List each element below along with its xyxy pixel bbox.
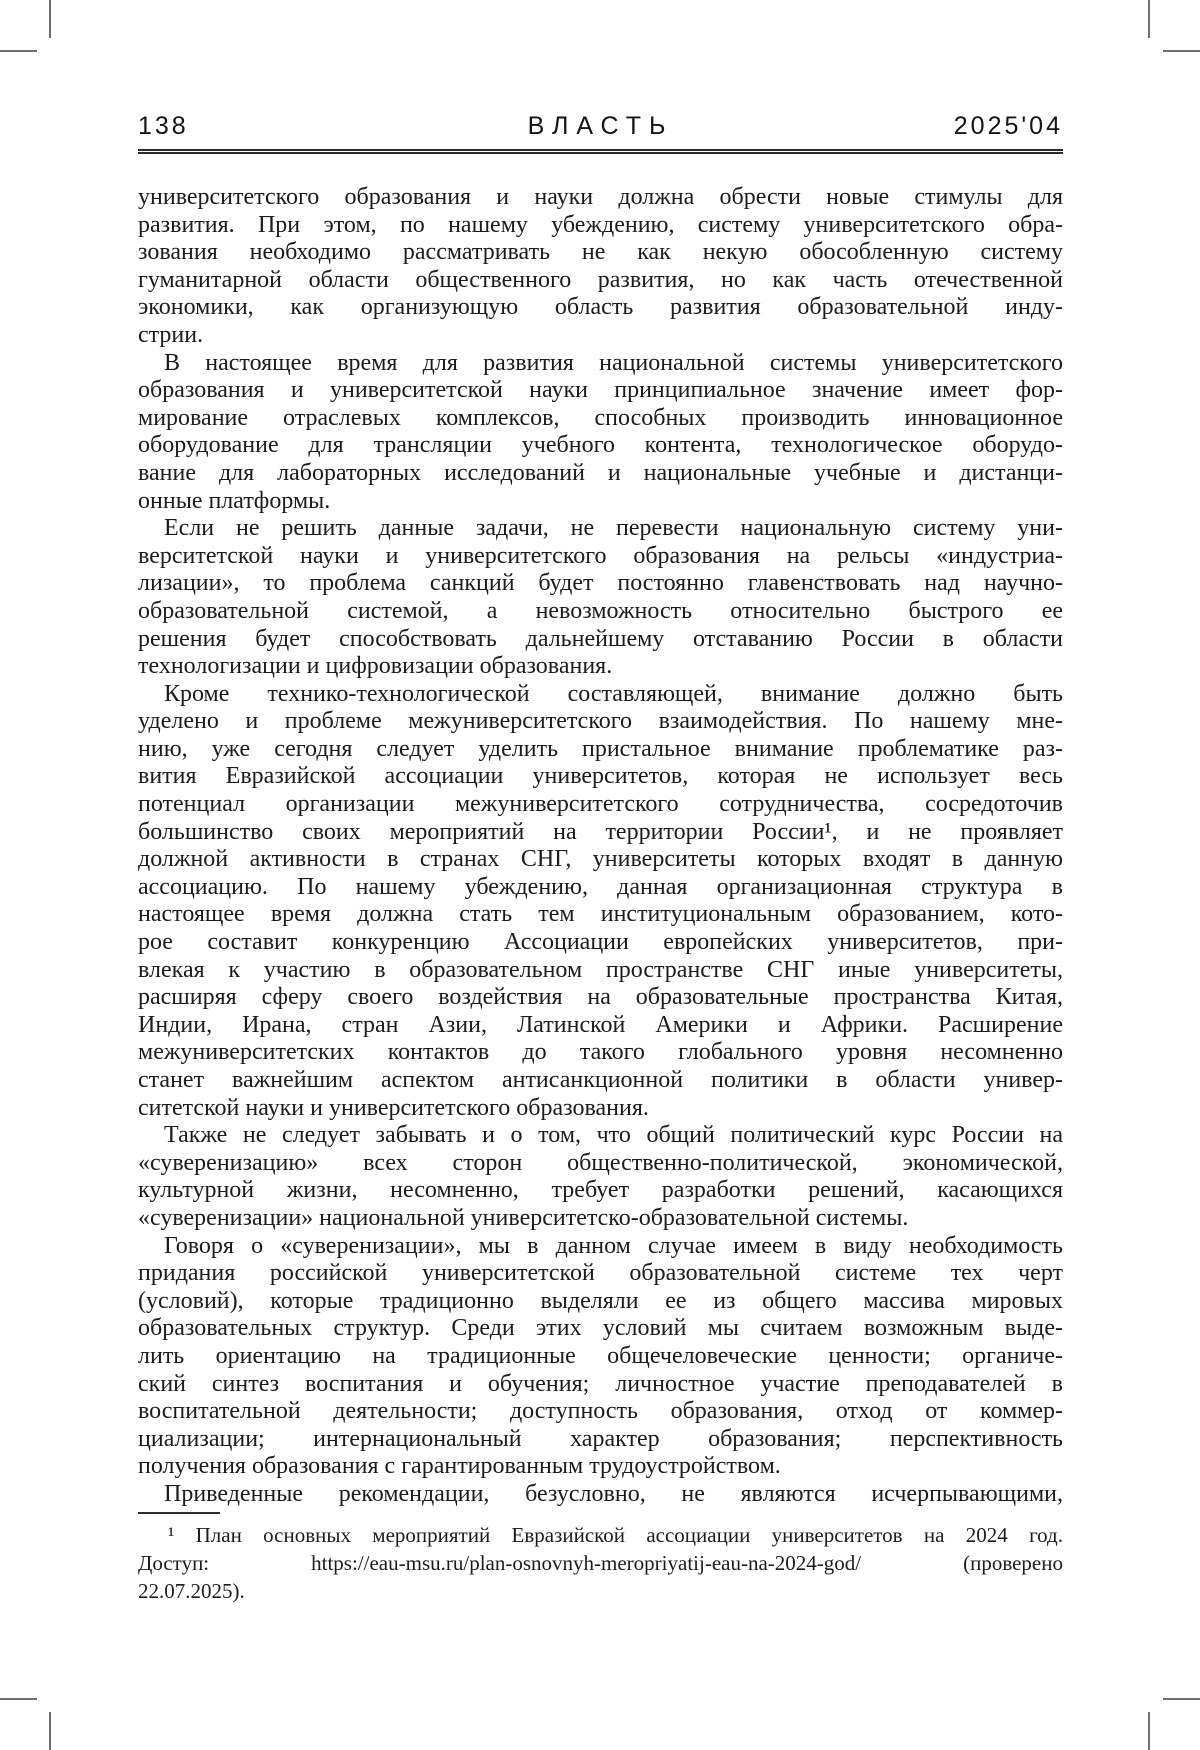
- text-line: В настоящее время для развития национальной системы университетского: [164, 349, 1063, 376]
- text-line: придания российской университетской образовательной системе тех черт: [138, 1260, 1063, 1287]
- text-line: Доступ: https://eau-msu.ru/plan-osnovnyh-meropriyatij-eau-na-2024-god/ (проверено: [138, 1551, 1063, 1575]
- text-line: образовательных структур. Среди этих условий мы считаем возможным выде-: [138, 1315, 1063, 1342]
- text-line: лизации», то проблема санкций будет постоянно главенствовать над научно-: [138, 570, 1063, 597]
- journal-title: ВЛАСТЬ: [527, 112, 674, 140]
- text-line: «суверенизации» национальной университетско-образовательной системы.: [138, 1204, 909, 1231]
- crop-mark-bottom-left-horizontal: [0, 1698, 37, 1700]
- text-line: вития Евразийской ассоциации университетов, которая не использует весь: [138, 763, 1063, 790]
- paragraph: [138, 1521, 1063, 1605]
- text-line: ассоциацию. По нашему убеждению, данная организационная структура в: [138, 873, 1063, 900]
- text-line: ситетской науки и университетского образования.: [138, 1094, 649, 1121]
- footnote-separator-rule: [138, 1512, 220, 1514]
- text-line: циализации; интернациональный характер образования; перспективность: [138, 1425, 1063, 1452]
- paragraph: [138, 350, 1063, 516]
- page-number: 138: [138, 112, 189, 140]
- text-line: ¹ План основных мероприятий Евразийской ассоциации университетов на 2024 год.: [168, 1523, 1063, 1547]
- running-head: [138, 112, 1063, 141]
- paragraph: [138, 1233, 1063, 1481]
- text-line: вание для лабораторных исследований и национальные учебные и дистанци-: [138, 459, 1063, 486]
- text-line: «суверенизацию» всех сторон общественно-политической, экономической,: [138, 1149, 1063, 1176]
- crop-mark-bottom-right-horizontal: [1163, 1698, 1200, 1700]
- text-line: расширяя сферу своего воздействия на образовательные пространства Китая,: [138, 984, 1063, 1011]
- text-line: межуниверситетских контактов до такого глобального уровня несомненно: [138, 1039, 1063, 1066]
- text-line: образования и университетской науки принципиальное значение имеет фор-: [138, 377, 1063, 404]
- text-line: экономики, как организующую область развития образовательной инду-: [138, 294, 1063, 321]
- text-line: оборудование для трансляции учебного контента, технологическое оборудо-: [138, 432, 1063, 459]
- crop-mark-bottom-right-vertical: [1148, 1712, 1150, 1750]
- text-line: ский синтез воспитания и обучения; личностное участие преподавателей в: [138, 1370, 1063, 1397]
- text-line: решения будет способствовать дальнейшему отставанию России в области: [138, 625, 1063, 652]
- text-line: культурной жизни, несомненно, требует разработки решений, касающихся: [138, 1177, 1063, 1204]
- text-line: Также не следует забывать и о том, что общий политический курс России на: [164, 1122, 1063, 1149]
- crop-mark-bottom-left-vertical: [49, 1712, 51, 1750]
- text-line: развития. При этом, по нашему убеждению, систему университетского обра-: [138, 211, 1063, 238]
- text-line: мирование отраслевых комплексов, способных производить инновационное: [138, 404, 1063, 431]
- text-line: образовательной системой, а невозможность относительно быстрого ее: [138, 597, 1063, 624]
- text-line: университетского образования и науки должна обрести новые стимулы для: [138, 184, 1063, 210]
- crop-mark-top-left-horizontal: [0, 50, 37, 52]
- text-line: зования необходимо рассматривать не как некую обособленную систему: [138, 239, 1063, 266]
- crop-mark-top-left-vertical: [49, 0, 51, 38]
- text-line: уделено и проблеме межуниверситетского взаимодействия. По нашему мне-: [138, 708, 1063, 735]
- footnote-area: [138, 1512, 1063, 1605]
- text-line: воспитательной деятельности; доступность образования, отход от коммер-: [138, 1398, 1063, 1425]
- text-line: большинство своих мероприятий на территории России¹, и не проявляет: [138, 818, 1063, 845]
- paragraph: [138, 681, 1063, 1123]
- text-line: Приведенные рекомендации, безусловно, не являются исчерпывающими,: [164, 1480, 1063, 1507]
- paragraph: [138, 1122, 1063, 1232]
- text-line: технологизации и цифровизации образования.: [138, 653, 613, 680]
- text-line: получения образования с гарантированным трудоустройством.: [138, 1453, 781, 1480]
- text-line: Если не решить данные задачи, не перевести национальную систему уни-: [164, 515, 1063, 542]
- text-line: (условий), которые традиционно выделяли ее из общего массива мировых: [138, 1287, 1063, 1314]
- text-line: стрии.: [138, 321, 204, 348]
- article-body: [138, 184, 1063, 1509]
- text-line: Индии, Ирана, стран Азии, Латинской Америки и Африки. Расширение: [138, 1011, 1063, 1038]
- text-line: верситетской науки и университетского образования на рельсы «индустриа-: [138, 542, 1063, 569]
- crop-mark-top-right-horizontal: [1163, 50, 1200, 52]
- text-line: Кроме технико-технологической составляющей, внимание должно быть: [164, 680, 1063, 707]
- text-line: 22.07.2025).: [138, 1579, 245, 1603]
- issue-number: 2025'04: [953, 112, 1063, 140]
- crop-mark-top-right-vertical: [1148, 0, 1150, 38]
- header-rule: [138, 149, 1063, 154]
- text-line: нию, уже сегодня следует уделить пристальное внимание проблематике раз-: [138, 735, 1063, 762]
- paragraph: [138, 1481, 1063, 1509]
- text-line: онные платформы.: [138, 487, 331, 514]
- text-line: потенциал организации межуниверситетского сотрудничества, сосредоточив: [138, 791, 1063, 818]
- text-line: лить ориентацию на традиционные общечеловеческие ценности; органиче-: [138, 1342, 1063, 1369]
- paragraph: [138, 184, 1063, 350]
- paragraph: [138, 515, 1063, 681]
- text-line: гуманитарной области общественного развития, но как часть отечественной: [138, 266, 1063, 293]
- text-line: рое составит конкуренцию Ассоциации европейских университетов, при-: [138, 929, 1063, 956]
- text-line: должной активности в странах СНГ, университеты которых входят в данную: [138, 846, 1063, 873]
- text-line: Говоря о «суверенизации», мы в данном случае имеем в виду необходимость: [164, 1232, 1063, 1259]
- footnote-text: [138, 1521, 1063, 1605]
- text-line: влекая к участию в образовательном пространстве СНГ иные университеты,: [138, 956, 1063, 983]
- text-line: настоящее время должна стать тем институциональным образованием, кото-: [138, 901, 1063, 928]
- text-line: станет важнейшим аспектом антисанкционной политики в области универ-: [138, 1067, 1063, 1093]
